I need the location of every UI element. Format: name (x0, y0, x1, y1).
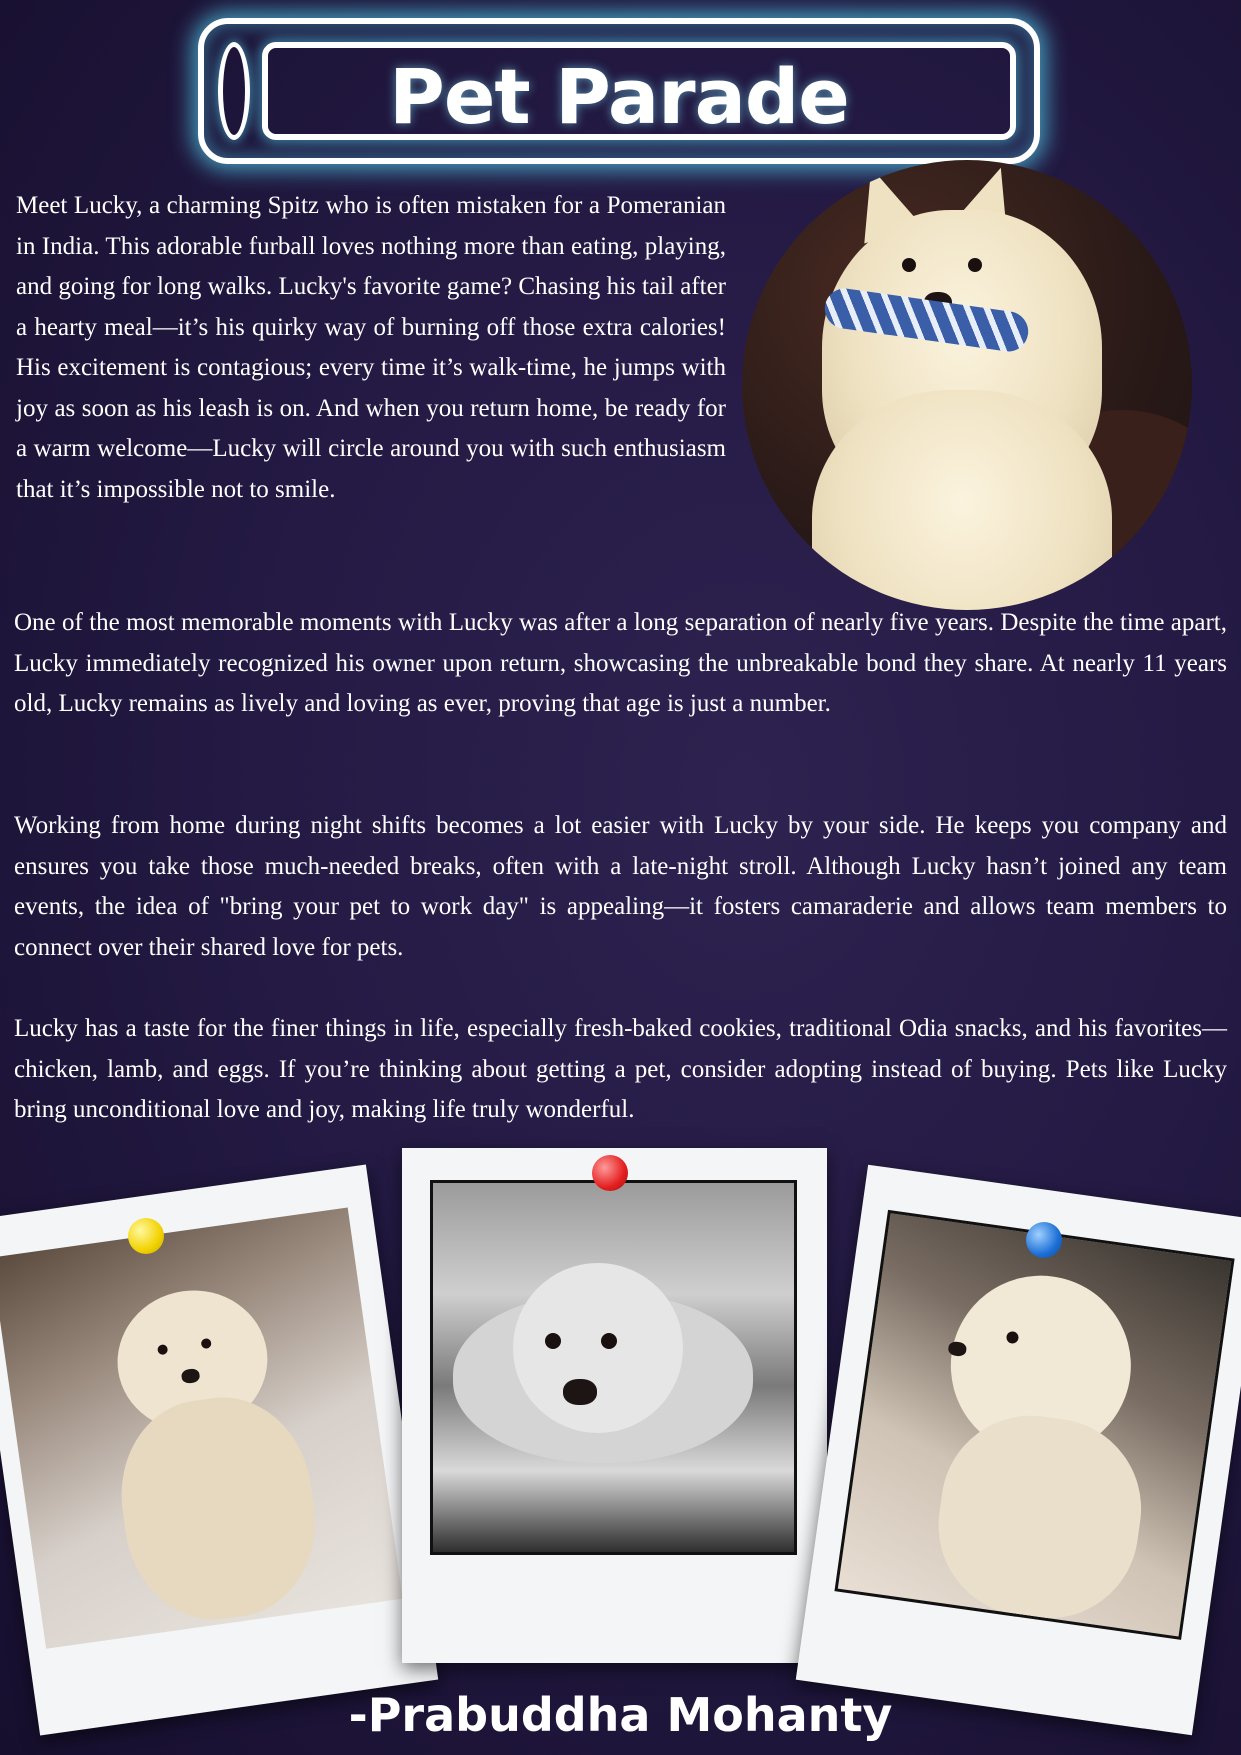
paragraph-intro: Meet Lucky, a charming Spitz who is often mistaken for a Pomeranian in India. This adorable furball loves nothing more than eating, playing, and going for long walks. Lucky's favorite game? Chasing his tail after a hearty meal—it’s his quirky way of burning off those extra calories! His excitement is contagious; every time it’s walk-time, he jumps with joy as soon as his leash is on. And when you return home, be ready for a warm welcome—Lucky will circle around you with such enthusiasm that it’s impossible not to smile. (16, 192, 726, 503)
dog-eye-left (902, 258, 916, 272)
page-title: Pet Parade (389, 52, 849, 141)
dog-eye-right (601, 1333, 617, 1349)
dog-eye-left (545, 1333, 561, 1349)
polaroid-left (0, 1165, 438, 1736)
dog-body (812, 390, 1112, 610)
polaroid-right (796, 1165, 1241, 1736)
dog-nose (563, 1379, 597, 1405)
paragraph-food: Lucky has a taste for the finer things in life, especially fresh-baked cookies, traditional Odia snacks, and his favorites—chicken, lamb, and eggs. If you’re thinking about getting a pet, consider adopting instead of buying. Pets like Lucky bring unconditional love and joy, making life truly wonderful. (14, 1015, 1227, 1123)
dog-lying-bw-photo (430, 1180, 797, 1555)
dog-portrait-photo (742, 160, 1192, 610)
polaroid-middle (402, 1148, 827, 1663)
blue-pushpin-icon (1026, 1222, 1062, 1258)
title-banner (198, 18, 1040, 164)
paragraph-work-from-home: Working from home during night shifts becomes a lot easier with Lucky by your side. He keeps you company and ensures you take those much-needed breaks, often with a late-night stroll. Although Lucky hasn’t joined any team events, the idea of "bring your pet to work day" is appealing—it fosters camaraderie and allows team members to connect over their shared love for pets. (14, 812, 1227, 961)
dog-body (927, 1404, 1153, 1630)
dog-head (513, 1263, 683, 1433)
dog-body (109, 1386, 328, 1630)
author-signature: -Prabuddha Mohanty (348, 1688, 893, 1742)
dog-side-profile-photo (834, 1210, 1234, 1640)
red-pushpin-icon (592, 1155, 628, 1191)
dog-sitting-photo (0, 1208, 403, 1649)
yellow-pushpin-icon (128, 1218, 164, 1254)
paragraph-reunion: One of the most memorable moments with Lucky was after a long separation of nearly five years. Despite the time apart, Lucky immediately recognized his owner upon return, showcasing the unbreakable bond they share. At nearly 11 years old, Lucky remains as lively and loving as ever, proving that age is just a number. (14, 609, 1227, 717)
dog-eye-right (968, 258, 982, 272)
